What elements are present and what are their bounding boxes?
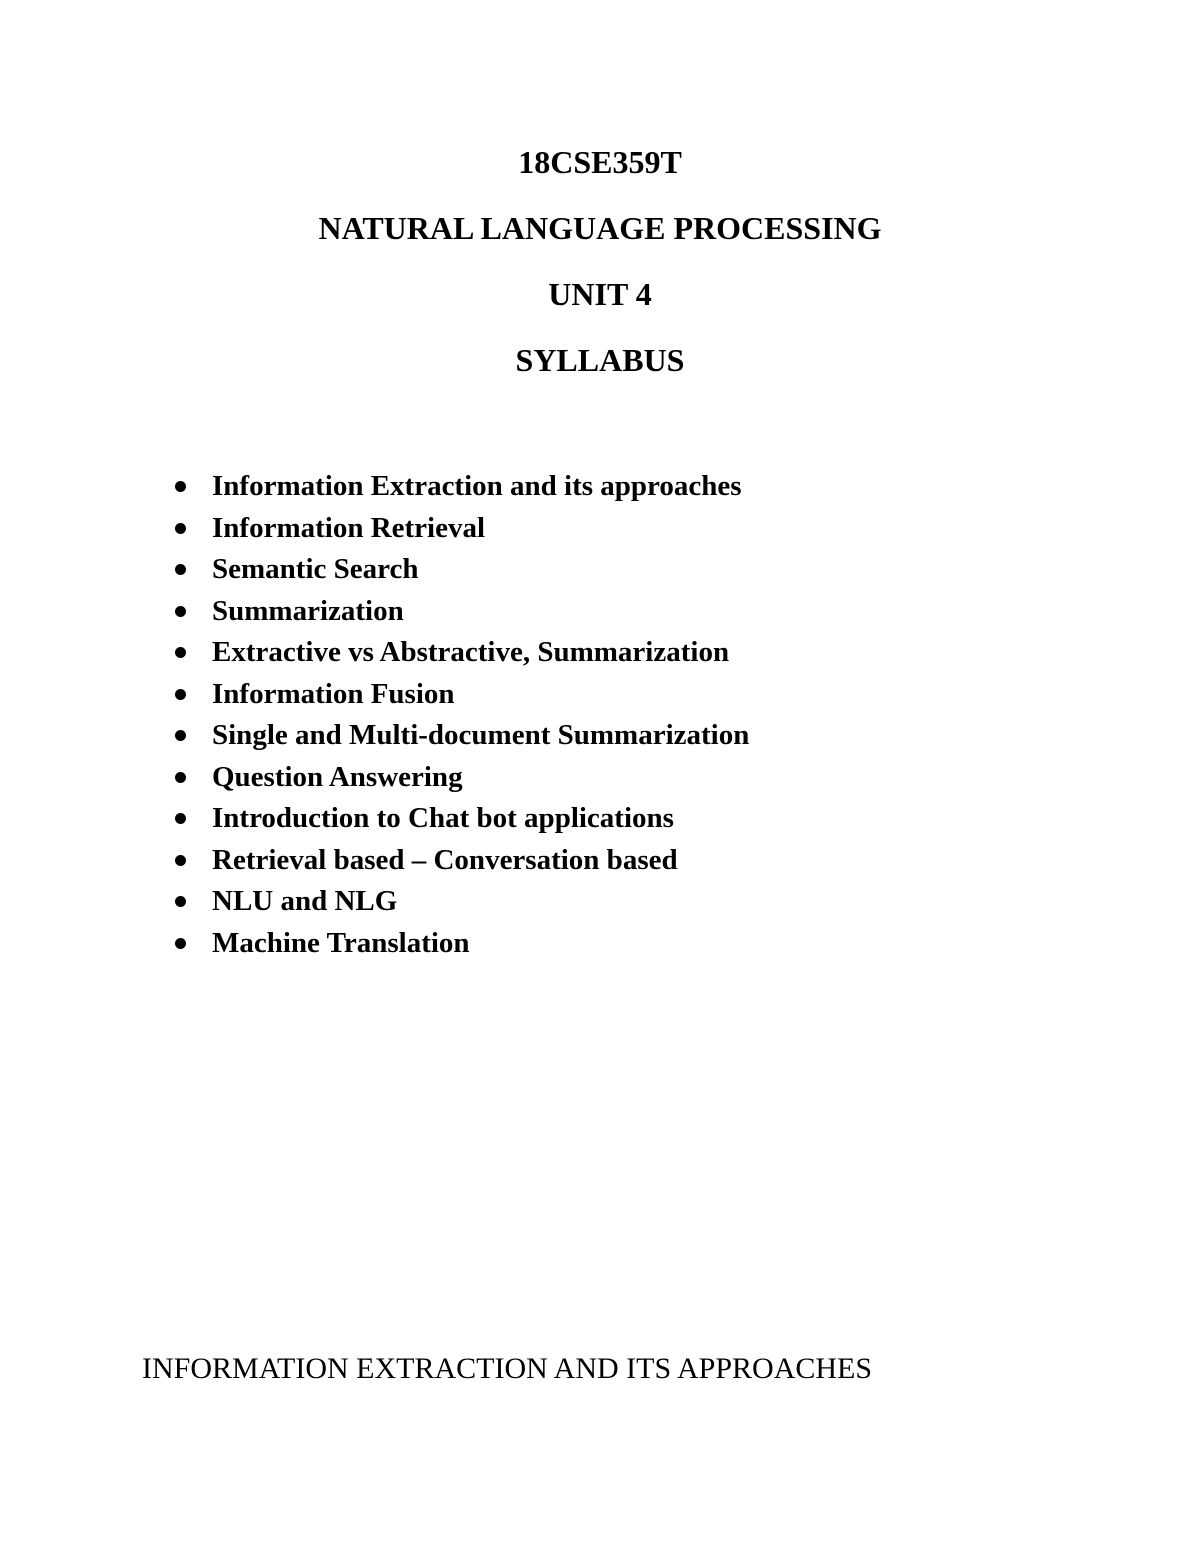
- bullet-icon: [175, 564, 186, 575]
- syllabus-label: SYLLABUS: [515, 342, 685, 378]
- bullet-icon: [175, 772, 186, 783]
- bullet-icon: [175, 647, 186, 658]
- bullet-icon: [175, 938, 186, 949]
- topic-text: Retrieval based – Conversation based: [212, 843, 678, 876]
- bullet-icon: [175, 730, 186, 741]
- unit-label: UNIT 4: [548, 276, 652, 312]
- list-item: [172, 923, 1072, 965]
- bullet-icon: [175, 606, 186, 617]
- topic-text: Extractive vs Abstractive, Summarization: [212, 636, 730, 668]
- list-item: [172, 549, 1072, 591]
- topic-text: NLU and NLG: [212, 885, 398, 917]
- list-item: [172, 881, 1072, 923]
- list-item: [172, 715, 1072, 757]
- bullet-icon: [175, 813, 186, 824]
- topic-text: Information Retrieval: [212, 511, 486, 544]
- topic-text: Summarization: [212, 594, 404, 627]
- topic-text: Information Fusion: [212, 677, 455, 710]
- list-item: [172, 798, 1072, 840]
- topic-text: Information Extraction and its approaches: [212, 470, 742, 502]
- list-item: [172, 840, 1072, 882]
- topic-text: Question Answering: [212, 760, 463, 793]
- topic-text: Machine Translation: [212, 926, 470, 959]
- topic-text: Semantic Search: [212, 553, 419, 585]
- list-item: [172, 757, 1072, 799]
- list-item: [172, 674, 1072, 716]
- course-code: 18CSE359T: [518, 144, 682, 180]
- bullet-icon: [175, 523, 186, 534]
- section-heading: INFORMATION EXTRACTION AND ITS APPROACHES: [142, 1352, 873, 1385]
- syllabus-topic-list: [172, 466, 1072, 964]
- bullet-icon: [175, 896, 186, 907]
- topic-text: Introduction to Chat bot applications: [212, 802, 674, 834]
- bullet-icon: [175, 481, 186, 492]
- list-item: [172, 508, 1072, 550]
- list-item: [172, 591, 1072, 633]
- bullet-icon: [175, 689, 186, 700]
- bullet-icon: [175, 855, 186, 866]
- topic-text: Single and Multi-document Summarization: [212, 719, 750, 751]
- list-item: [172, 632, 1072, 674]
- list-item: [172, 466, 1072, 508]
- course-title: NATURAL LANGUAGE PROCESSING: [318, 210, 882, 246]
